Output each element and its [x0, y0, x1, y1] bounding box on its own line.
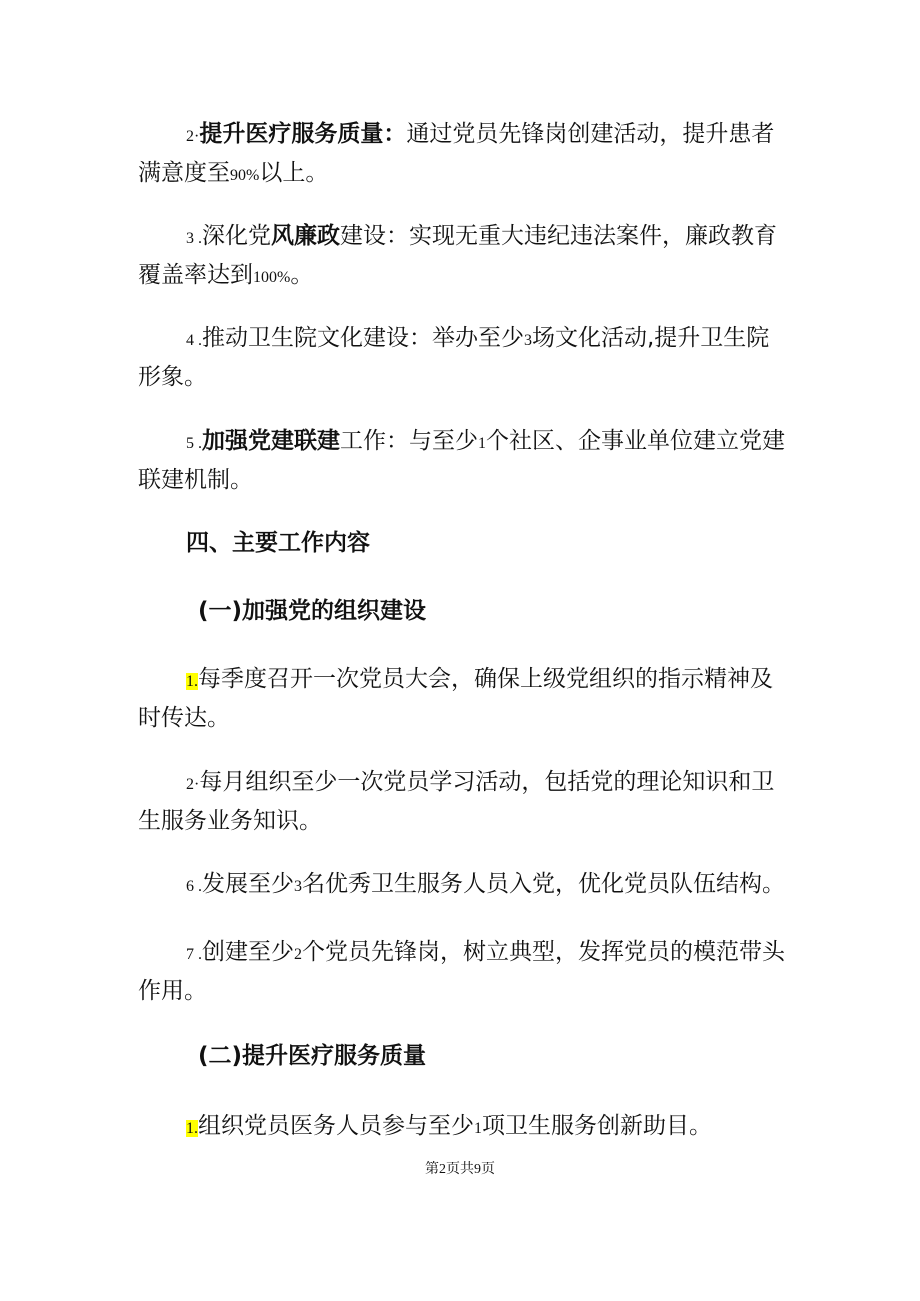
item-bold: 提升医疗服务质量： — [199, 121, 407, 147]
item-figure: 90% — [230, 167, 260, 184]
item-bold: 风廉政 — [271, 223, 340, 249]
item-number: 7 . — [186, 946, 202, 963]
goal-item-4 — [138, 320, 788, 396]
item-tail: 场文化活动,提升卫生院形象。 — [138, 325, 770, 390]
item-tail: 个党员先锋岗，树立典型，发挥党员的模范带头作用。 — [138, 939, 785, 1004]
item-figure: 100% — [253, 269, 291, 286]
page-footer: 第2页共9页 — [425, 1162, 495, 1177]
item-figure: 2 — [294, 946, 302, 963]
item-figure: 1 — [474, 1120, 482, 1137]
item-tail: 个社区、企事业单位建立党建联建机制。 — [138, 428, 785, 493]
item-number: 4 . — [186, 332, 202, 349]
item-bold: 加强党建联建 — [202, 428, 340, 454]
org-item-1 — [138, 661, 788, 737]
item-pre: 推动卫生院文化建设：举办至少 — [202, 325, 524, 351]
item-number: 2· — [186, 128, 200, 145]
item-pre: 发展至少 — [202, 871, 294, 897]
item-number-highlighted: 1. — [186, 1120, 198, 1137]
item-number: 3 . — [186, 230, 202, 247]
item-tail: 。 — [290, 262, 314, 288]
item-text: 每季度召开一次党员大会，确保上级党组织的指示精神及时传达。 — [138, 666, 773, 731]
item-number: 5 . — [186, 435, 202, 452]
section-heading: 四、主要工作内容 — [186, 530, 370, 556]
org-item-6 — [138, 866, 788, 905]
item-tail: 名优秀卫生服务人员入党，优化党员队伍结构。 — [302, 871, 785, 897]
subsection-heading-1: (一)加强党的组织建设 — [198, 598, 427, 624]
goal-item-3 — [138, 218, 788, 296]
item-text: 每月组织至少一次党员学习活动，包括党的理论知识和卫生服务业务知识。 — [138, 769, 775, 834]
item-pre: 创建至少 — [202, 939, 294, 965]
org-item-7 — [138, 934, 788, 1010]
item-tail: 项卫生服务创新助目。 — [482, 1113, 712, 1139]
item-text: 通过党员先锋岗创建活动，提升患者满意度至 — [138, 121, 775, 186]
item-pre: 组织党员医务人员参与至少 — [198, 1113, 474, 1139]
goal-item-2 — [138, 116, 788, 194]
item-pre: 深化党 — [202, 223, 271, 249]
item-text: 工作：与至少 — [340, 428, 478, 454]
item-number-highlighted: 1. — [186, 673, 198, 690]
goal-item-5 — [138, 423, 788, 499]
subsection-heading-2: (二)提升医疗服务质量 — [198, 1043, 427, 1069]
item-figure: 3 — [294, 878, 302, 895]
service-item-1 — [138, 1108, 788, 1147]
item-figure: 3 — [524, 332, 532, 349]
item-number: 6 . — [186, 878, 202, 895]
item-number: 2· — [186, 776, 200, 793]
org-item-2 — [138, 764, 788, 840]
item-figure: 1 — [478, 435, 486, 452]
item-text: 建设：实现无重大违纪违法案件，廉政教育覆盖率达到 — [138, 223, 777, 288]
item-tail: 以上。 — [259, 160, 329, 186]
